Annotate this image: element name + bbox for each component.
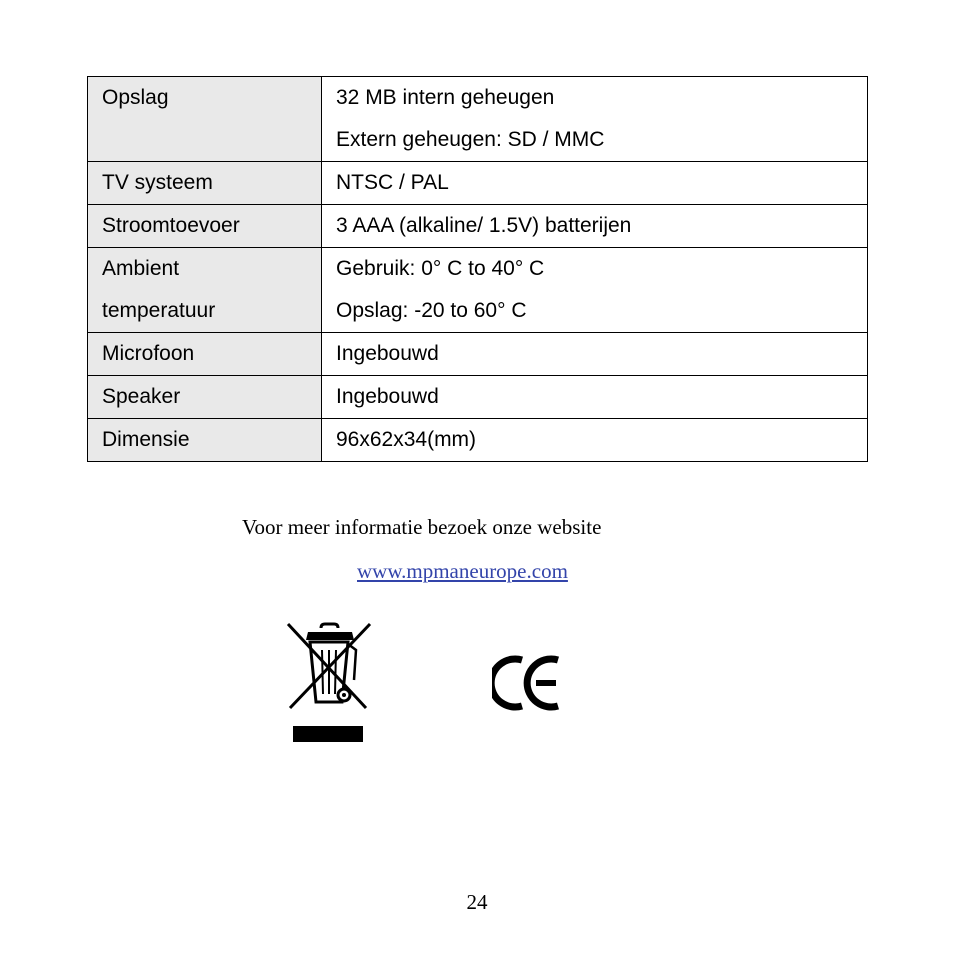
spec-value-line: 3 AAA (alkaline/ 1.5V) batterijen (336, 214, 632, 237)
spec-value (322, 248, 868, 333)
table-row (88, 333, 868, 376)
spec-value-line: NTSC / PAL (336, 171, 449, 194)
spec-label (88, 205, 322, 248)
spec-label-line-empty (102, 119, 321, 161)
spec-label (88, 419, 322, 462)
spec-value-line: Extern geheugen: SD / MMC (336, 128, 605, 151)
table-row (88, 376, 868, 419)
spec-value-line: Ingebouwd (336, 385, 439, 408)
spec-value (322, 77, 868, 162)
spec-label (88, 248, 322, 333)
spec-value-line: Ingebouwd (336, 342, 439, 365)
more-info-text: Voor meer informatie bezoek onze website (242, 515, 602, 539)
table-row (88, 419, 868, 462)
spec-value (322, 419, 868, 462)
spec-value-line: 32 MB intern geheugen (336, 86, 555, 109)
specifications-table (87, 76, 868, 462)
spec-value (322, 376, 868, 419)
spec-value (322, 333, 868, 376)
spec-label-line: Microfoon (102, 342, 195, 365)
table-row (88, 162, 868, 205)
spec-label-line: TV systeem (102, 171, 213, 194)
spec-value-line: Gebruik: 0° C to 40° C (336, 257, 545, 280)
spec-label-line: Speaker (102, 385, 181, 408)
crossed-out-wheelie-bin-icon (284, 620, 374, 744)
spec-label-line: temperatuur (102, 299, 216, 322)
website-link[interactable]: www.mpmaneurope.com (357, 559, 568, 583)
spec-label (88, 333, 322, 376)
table-row (88, 205, 868, 248)
page-number: 24 (466, 890, 488, 914)
spec-label-line: Opslag (102, 86, 169, 109)
table-row (88, 77, 868, 162)
spec-label-line: Dimensie (102, 428, 190, 451)
spec-label (88, 376, 322, 419)
spec-label (88, 77, 322, 162)
spec-label-line: Ambient (102, 257, 180, 280)
spec-label-line: Stroomtoevoer (102, 214, 240, 237)
spec-value-line: Opslag: -20 to 60° C (336, 299, 527, 322)
table-row (88, 248, 868, 333)
spec-value (322, 205, 868, 248)
spec-value-line: 96x62x34(mm) (336, 428, 477, 451)
spec-value (322, 162, 868, 205)
spec-label (88, 162, 322, 205)
ce-mark-icon (492, 652, 562, 714)
